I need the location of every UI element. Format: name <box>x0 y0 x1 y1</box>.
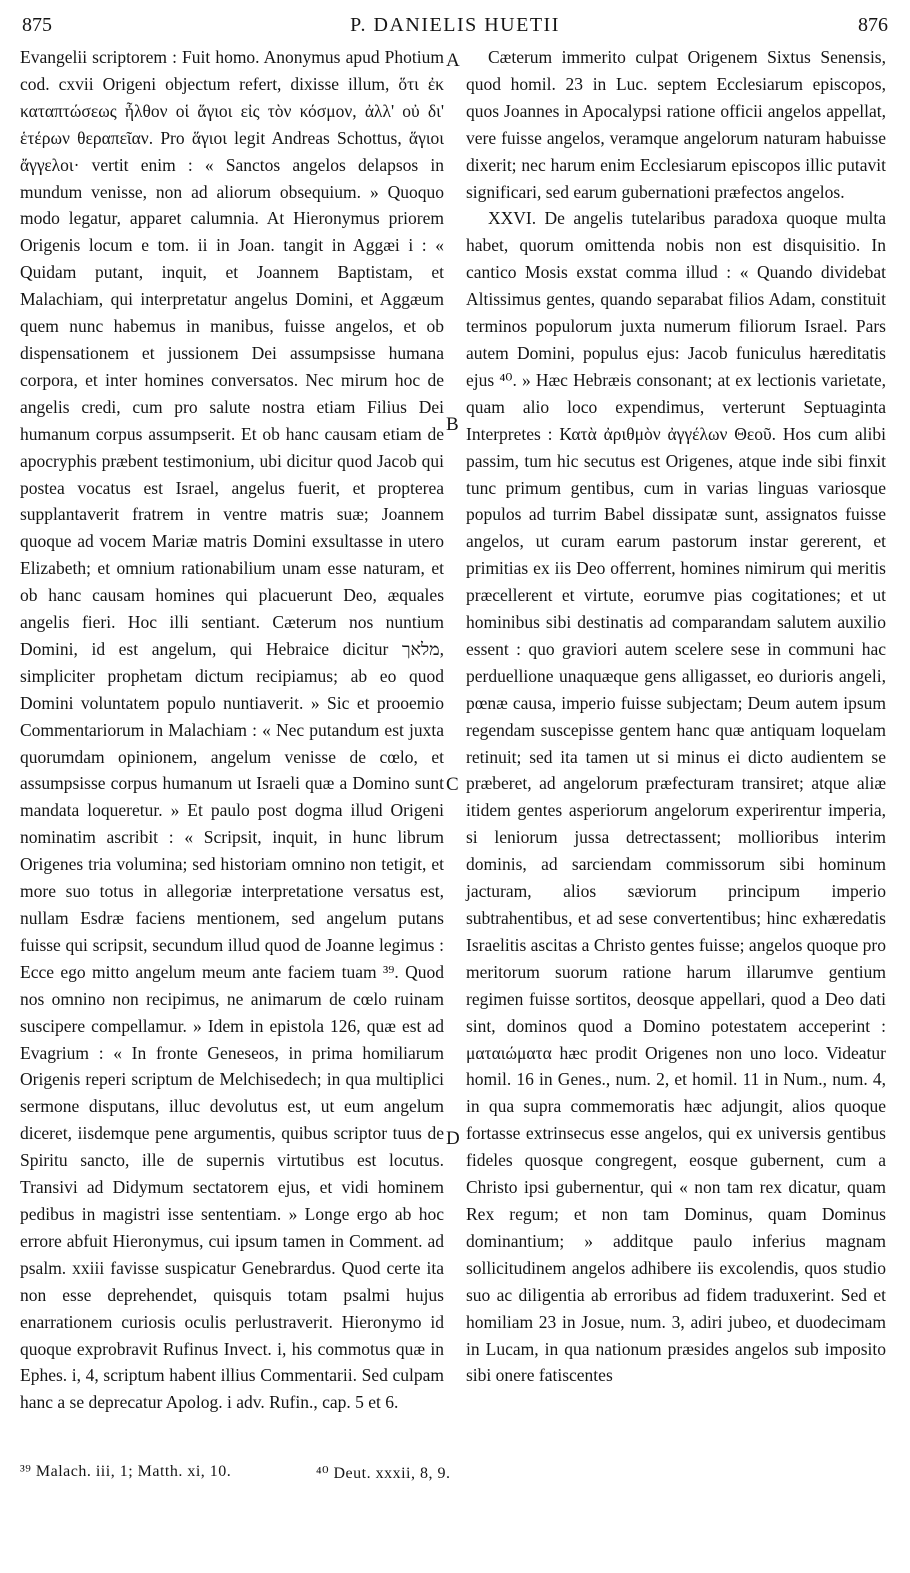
left-column <box>20 44 444 1416</box>
page-number-left: 875 <box>22 14 52 36</box>
margin-marker-b: B <box>446 414 459 435</box>
margin-marker-a: A <box>446 50 460 71</box>
footnote-39: ³⁹ Malach. iii, 1; Matth. xi, 10. <box>20 1463 232 1480</box>
page-number-right: 876 <box>858 14 888 36</box>
margin-marker-d: D <box>446 1128 460 1149</box>
footnote-40: ⁴⁰ Deut. xxxii, 8, 9. <box>316 1465 451 1482</box>
running-title: P. DANIELIS HUETII <box>350 14 560 36</box>
running-header <box>22 14 888 40</box>
margin-marker-c: C <box>446 774 459 795</box>
right-paragraph-2: XXVI. De angelis tutelaribus paradoxa quoque multa habet, quorum omittenda nobis non est disquisitio. In cantico Mosis exstat comma illud : « Quando dividebat Altissimus gentes, quando separabat filios Adam, constituit terminos populorum juxta numerum filiorum Israel. Pars autem Domini, populus ejus: Jacob funiculus hæreditatis ejus ⁴⁰. » Hæc Hebræis consonant; at ex lectionis varietate, quam alio loco expendimus, verterunt Septuaginta Interpretes : Κατὰ ἀριθμὸν ἀγγέλων Θεοῦ. Hos cum alibi passim, tum hic secutus est Origenes, atque inde sibi finxit tunc primum gentibus, cum in varias linguas variosque populos ad turrim Babel dissipatæ sunt, assignatos fuisse angelos, ut curam earum pastorum instar gererent, et primitias ex iis Deo offerrent, homines nimirum qui meritis præcellerent et virtute, eorumve pias cogitationes; et ut hominibus sibi destinatis ad comparandam salutem auxilio essent : quo graviori autem scelere sese in communi hac perduellione unaquæque gens alligasset, eo durioris angeli, pœnæ causa, imperio fuisse subjectam; Deum autem ipsum regendam suscepisse gentem hanc quæ antiquam loquelam retinuit; sed ita tamen ut si minus ei dicto audientem se præberet, ad angelorum præfecturam transiret; atque aliæ itidem gentes asperiorum angelorum experirentur imperia, si leniorum jussa detrectassent; mollioribus interim dominis, ad sarciendam commissorum sibi hominum jacturam, alios sæviorum principum imperio subtrahentibus, et ad sese convertentibus; hinc exhæredatis Israelitis ascitas a Christo gentes fuisse; angelos quoque pro meritorum suorum ratione harum illarumve gentium regimen fuisse sortitos, deosque appellari, quod a Deo dati sint, dominos quod a Domino potestatem acceperint : ματαιώματα hæc prodit Origenes non uno loco. Videatur homil. 16 in Genes., num. 2, et homil. 11 in Num., num. 4, in qua supra commemoratis hæc adjungit, alios quoque fortasse extrinsecus esse angelos, qui ex universis gentibus fideles quosque congregent, eosque gubernent, cum a Christo ipsi gubernentur, qui « non tam rex dicatur, quam Rex regum; et non tam Dominus, quam Dominus dominantium; » additque paulo inferius magnam sollicitudinem angelos adhibere iis excolendis, quos studio suo ac diligentia ab erroribus ad fidem traduxerint. Sed et homiliam 23 in Josue, num. 3, adiri jubeo, et duodecimam in Lucam, in qua nationum præsides angelos sub imposito sibi onere fatiscentes <box>466 208 886 1386</box>
right-paragraph-1: Cæterum immerito culpat Origenem Sixtus Senensis, quod homil. 23 in Luc. septem Ecclesiarum episcopos, quos Joannes in Apocalypsi ratione officii angelos appellat, vere fuisse angelos, veramque angelorum naturam habuisse dixerit; nec harum enim Ecclesiarum episcopos illic putavit significari, sed earum gubernationi præfectos angelos. <box>466 47 886 202</box>
right-column <box>466 44 886 1389</box>
left-paragraph: Evangelii scriptorem : Fuit homo. Anonymus apud Photium cod. cxvii Origeni objectum refert, dixisse illum, ὅτι ἐκ καταπτώσεως ἦλθον οἱ ἅγιοι εἰς τὸν κόσμον, ἀλλ' οὐ δι' ἑτέρων θεραπεῖαν. Pro ἅγιοι legit Andreas Schottus, ἅγιοι ἄγγελοι· vertit enim : « Sanctos angelos delapsos in mundum venisse, non ad aliorum obsequium. » Quoquo modo legatur, apparet calumnia. At Hieronymus priorem Origenis locum e tom. ii in Joan. tangit in Aggæi i : « Quidam putant, inquit, et Joannem Baptistam, et Malachiam, qui interpretatur angelus Domini, et Aggæum quem nunc habemus in manibus, fuisse angelos, et ob dispensationem et jussionem Dei assumpsisse humana corpora, et inter homines conversatos. Nec mirum hoc de angelis credi, cum pro salute nostra etiam Filius Dei humanum corpus assumpserit. Et ob hanc causam etiam de apocryphis præbent testimonium, ubi dicitur quod Jacob qui postea vocatus est Israel, angelus fuerit, et propterea supplantaverit fratrem in ventre matris suæ; Joannem quoque ad vocem Mariæ matris Domini exsultasse in utero Elizabeth; et omnium rationabilium unam esse naturam, et ob hanc causam homines qui placuerunt Deo, æquales angelis fieri. Hoc illi sentiant. Cæterum nos nuntium Domini, id est angelum, qui Hebraice dicitur מלאך, simpliciter prophetam dictum recipiamus; ab eo quod Domini voluntatem populo nuntiaverit. » Sic et prooemio Commentariorum in Malachiam : « Nec putandum est juxta quorumdam opinionem, angelum venisse de cœlo, et assumpsisse corpus humanum ut Israeli quæ a Domino sunt mandata loqueretur. » Et paulo post dogma illud Origeni nominatim ascribit : « Scripsit, inquit, in hunc librum Origenes tria volumina; sed historiam omnino non tetigit, et more suo totus in allegoriæ interpretatione versatus est, nullam Esdræ faciens mentionem, sed angelum putans fuisse qui scripsit, secundum illud quod de Joanne legimus : Ecce ego mitto angelum meum ante faciem tuam ³⁹. Quod nos omnino non recipimus, ne animarum de cœlo ruinam suscipere compellamur. » Idem in epistola 126, quæ est ad Evagrium : « In fronte Geneseos, in prima homiliarum Origenis reperi scriptum de Melchisedech; in qua multiplici sermone disputans, illuc devolutus est, ut eum angelum diceret, iisdemque pene argumentis, quibus scriptor tuus de Spiritu sancto, ille de supernis virtutibus est locutus. Transivi ad Didymum sectatorem ejus, et vidi hominem pedibus in magistri isse sententiam. » Longe ergo ab hoc errore abfuit Hieronymus, cui ipsum tamen in Comment. ad psalm. xxiii favisse suspicatur Genebrardus. Quod certe ita non esse deprehendet, quisquis totam psalmi hujus enarrationem curiosis oculis perlustraverit. Hieronymo id quoque exprobravit Rufinus Invect. i, his commotus quæ in Ephes. i, 4, scriptum habent illius Commentarii. Sed culpam hanc a se deprecatur Apolog. i adv. Rufin., cap. 5 et 6. <box>20 47 444 1413</box>
